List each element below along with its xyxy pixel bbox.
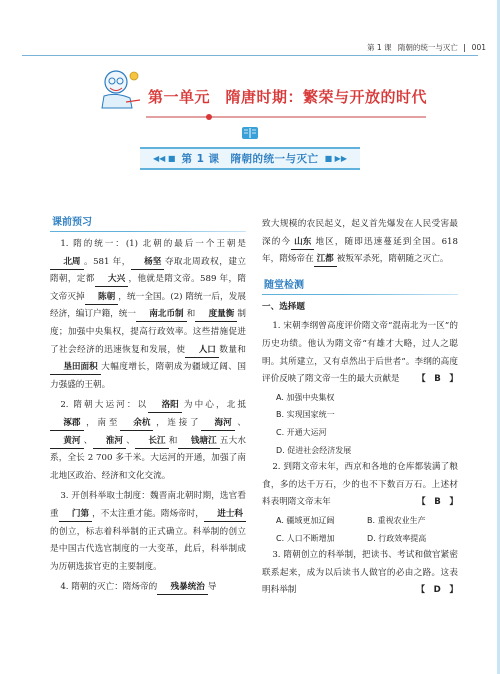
fill-in-answer: 门第 [59, 508, 93, 522]
option-item: C. 人口不断增加 [276, 533, 335, 543]
paragraph-text: 被叛军杀死，隋朝随之灭亡。 [336, 254, 449, 265]
option-item: B. 实现国家统一 [276, 410, 335, 420]
question-list [262, 318, 458, 600]
fill-in-answer: 残暴统治 [157, 581, 208, 595]
paragraph-text: 。581 年， [83, 256, 131, 267]
option-list [262, 389, 458, 459]
fill-in-answer: 北周 [50, 256, 84, 270]
lesson-title: 第 1 课 隋朝的统一与灭亡 [181, 153, 319, 165]
paragraph-text: 和 [186, 309, 196, 320]
lesson-title-bar [140, 147, 360, 170]
paragraph-text: 数量和 [218, 344, 246, 355]
fill-in-answer: 杨坚 [131, 256, 165, 270]
fill-in-answer: 南北币制 [136, 308, 187, 322]
fill-in-answer: 陈朝 [85, 291, 119, 305]
page-number: 001 [471, 43, 486, 52]
paragraph-text: 、 [126, 435, 135, 446]
option-item: D. 促进社会经济发展 [276, 445, 352, 455]
preview-paragraphs [50, 236, 246, 597]
running-head-lesson-name: 隋朝的统一与灭亡 [397, 43, 458, 52]
fill-in-answer: 山东 [291, 236, 314, 250]
fill-in-answer: 淮河 [93, 435, 127, 449]
fill-in-answer: 江都 [314, 253, 337, 267]
paragraph-text: 的创立，标志着科举制的正式确立。科举制的创立是中国古代选官制度的一大变革，此后，科举制成为历朝选拔官吏的主要制度。 [50, 526, 246, 572]
question-stem [262, 547, 458, 600]
paragraph-text: 导 [207, 582, 217, 593]
paragraph-text: 致大规模的农民起义，起义首先爆发在人民受害最深的今 [262, 219, 458, 247]
fill-in-answer: 余杭 [120, 417, 154, 431]
question-item [262, 318, 458, 459]
unit-title: 第一单元 隋唐时期：繁荣与开放的时代 [148, 88, 428, 106]
question-text: 2. 到隋文帝末年，西京和各地的仓库都装满了粮食，多的达千万石，少的也不下数百万石。上述材料表明隋文帝末年 [262, 462, 458, 508]
option-list [262, 512, 458, 547]
paragraph-text: ，统一全国。(2) 隋统一后，发展经济，编订户籍，统一 [50, 291, 246, 320]
paragraph-text: 、 [83, 435, 93, 446]
paragraph-text: 大幅度增长，隋朝成为疆域辽阔、国力强盛的王朝。 [50, 362, 246, 390]
fill-in-answer: 洛阳 [148, 399, 182, 413]
option-item: B. 重视农业生产 [367, 515, 426, 525]
preview-paragraph [50, 579, 246, 597]
fill-in-answer: 大兴 [95, 273, 129, 287]
fill-in-answer: 黄河 [50, 435, 84, 449]
running-head-separator [464, 44, 465, 52]
fill-in-answer: 垦田面积 [50, 361, 101, 375]
paragraph-text: 和 [168, 435, 178, 446]
preview-paragraph [50, 397, 246, 485]
unit-title-underline [146, 113, 426, 121]
paragraph-text: 3. 开创科举取士制度：魏晋南北朝时期，选官看重 [50, 491, 246, 519]
section-preview-heading: 课前预习 [50, 214, 246, 232]
paragraph-text: 、 [234, 417, 246, 428]
answer-bracket: 【 B 】 [417, 497, 458, 508]
question-item [262, 547, 458, 600]
question-stem [262, 318, 458, 388]
paragraph-text: 2. 隋朝大运河：以 [60, 400, 149, 411]
right-column [262, 216, 458, 600]
continuation-paragraph [262, 216, 458, 269]
preview-paragraph [50, 236, 246, 394]
paragraph-text: 制度；加强中央集权，提高行政效率。这些措施促进了社会经济的迅速恢复和发展，使 [50, 309, 246, 355]
question-item [262, 459, 458, 547]
fill-in-answer: 海河 [201, 417, 235, 431]
option-item: C. 开通大运河 [276, 427, 327, 437]
paragraph-text: 地区，随即迅速蔓延到全国。618 年，隋炀帝在 [262, 236, 458, 265]
running-head [367, 42, 486, 53]
fill-in-answer: 长江 [135, 435, 169, 449]
fill-in-answer: 人口 [185, 344, 219, 358]
paragraph-text: 夺取北周政权，建立隋朝，定都 [50, 256, 246, 285]
option-item: D. 行政效率提高 [367, 533, 427, 543]
running-head-lesson: 第 1 课 [366, 43, 392, 52]
fill-in-answer: 进士科 [204, 508, 246, 522]
section-quiz-heading: 随堂检测 [262, 277, 458, 295]
double-arrow-right-icon: ■ ▶▶ [324, 154, 347, 163]
fill-in-answer: 度量衡 [195, 308, 237, 322]
paragraph-text: ，南至 [83, 417, 120, 428]
unit-mascot-illustration [96, 66, 142, 110]
choice-section-heading: 一、选择题 [262, 301, 305, 312]
double-arrow-left-icon: ◀◀ ■ [153, 154, 176, 163]
paragraph-text: ，他就是隋文帝。589 年，隋文帝灭掉 [50, 274, 246, 302]
question-text: 3. 隋朝创立的科举制，把读书、考试和做官紧密联系起来，成为以后读书人做官的必由之路。这表明科举制 [262, 550, 458, 596]
paragraph-text: 1. 隋的统一：(1) 北朝的最后一个王朝是 [60, 239, 246, 249]
fill-in-answer: 钱塘江 [178, 435, 220, 449]
option-item: A. 加强中央集权 [276, 392, 335, 402]
left-column [50, 214, 246, 600]
paragraph-text: 五大水系，全长 2 700 多千米。大运河的开通，加强了南北地区政治、经济和文化交流。 [50, 435, 246, 481]
fill-in-answer: 涿郡 [50, 417, 84, 431]
option-item: A. 疆域更加辽阔 [276, 515, 335, 525]
answer-bracket: 【 D 】 [416, 585, 458, 596]
question-text: 1. 宋朝李纲曾高度评价隋文帝“混南北为一区”的历史功绩。他认为隋文帝“有雄才大略，过人之聪明。其所建立，又有卓然出于后世者”。李纲的高度评价反映了隋文帝一生的最大贡献是 [262, 321, 458, 385]
paragraph-text: ，不太注重才能。隋炀帝时， [92, 508, 204, 519]
question-stem [262, 459, 458, 512]
paragraph-text: ，连接了 [153, 417, 202, 428]
preview-paragraph [50, 488, 246, 576]
header-rule [22, 55, 478, 56]
book-icon [241, 125, 259, 141]
paragraph-text: 4. 隋朝的灭亡：隋炀帝的 [60, 582, 158, 593]
paragraph-text: 为中心，北抵 [181, 400, 246, 411]
answer-bracket: 【 B 】 [417, 374, 458, 385]
